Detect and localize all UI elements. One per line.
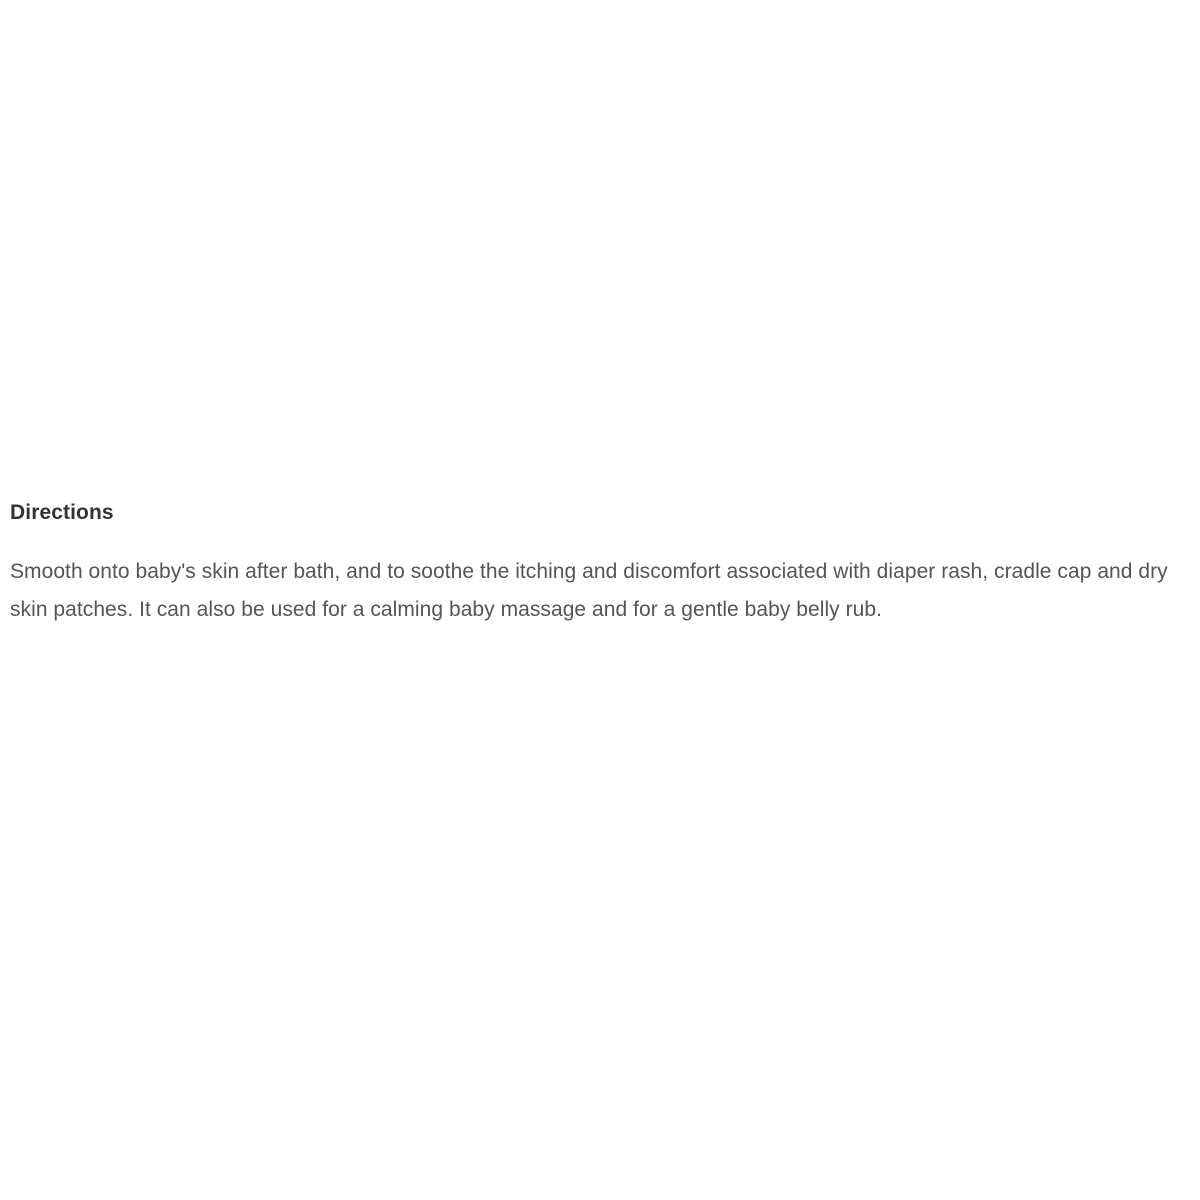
section-body-directions: Smooth onto baby's skin after bath, and to soothe the itching and discomfort associated with diaper rash, cradle cap and dry skin patches. It can also be used for a calming baby massage and for a gentle baby belly rub. (10, 560, 1168, 621)
section-heading-directions: Directions (10, 501, 114, 524)
directions-section (10, 500, 1190, 628)
